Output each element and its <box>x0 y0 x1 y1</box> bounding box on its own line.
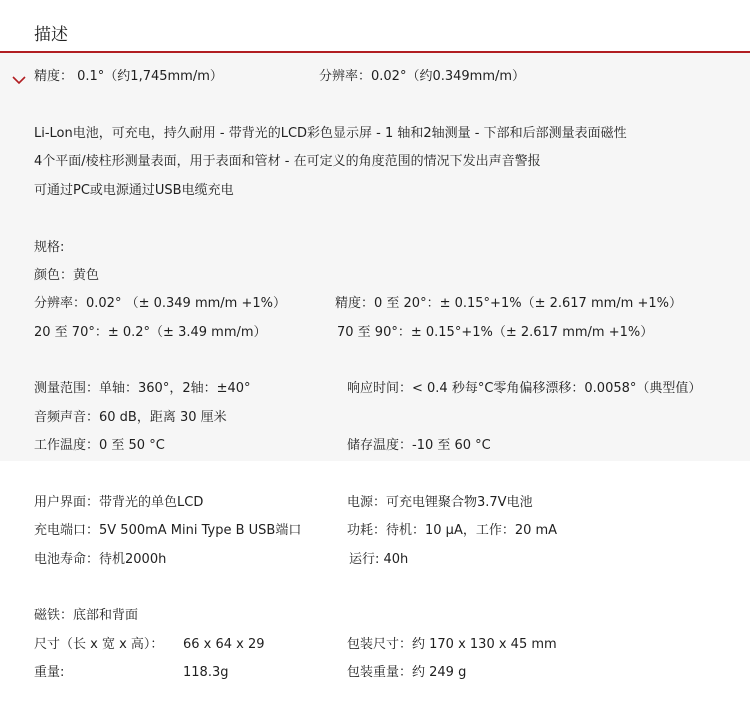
spec-charge-port: 充电端口：5V 500mA Mini Type B USB端口 <box>34 523 302 538</box>
spec-ui: 用户界面：带背光的单色LCD <box>34 495 204 510</box>
spec-power: 电源：可充电锂聚合物3.7V电池 <box>347 495 533 510</box>
spec-color: 颜色：黄色 <box>34 268 100 283</box>
spec-resolution: 分辨率：0.02° （± 0.349 mm/m +1%） <box>34 296 286 311</box>
spec-operating-temp: 工作温度：0 至 50 °C <box>34 438 165 453</box>
section-title: 描述 <box>34 25 68 45</box>
description-panel <box>0 53 750 461</box>
summary-accuracy: 精度： 0.1°（约1,745mm/m） <box>34 69 223 84</box>
spec-size-label: 尺寸（长 x 宽 x 高）： <box>34 637 164 652</box>
spec-sound: 音频声音：60 dB，距离 30 厘米 <box>34 410 227 425</box>
spec-range-20-70: 20 至 70°：± 0.2°（± 3.49 mm/m） <box>34 325 267 340</box>
feature-line: Li-Lon电池，可充电，持久耐用 - 带背光的LCD彩色显示屏 - 1 轴和2轴测量 - 下部和后部测量表面磁性 <box>34 126 627 141</box>
spec-magnets: 磁铁：底部和背面 <box>34 608 139 623</box>
spec-range-70-90: 70 至 90°：± 0.15°+1%（± 2.617 mm/m +1%） <box>337 325 654 340</box>
spec-accuracy: 精度：0 至 20°：± 0.15°+1%（± 2.617 mm/m +1%） <box>335 296 682 311</box>
spec-weight-value: 118.3g <box>183 665 229 680</box>
spec-runtime: 运行: 40h <box>349 552 409 567</box>
feature-line: 4个平面/棱柱形测量表面，用于表面和管材 - 在可定义的角度范围的情况下发出声音警报 <box>34 154 541 169</box>
chevron-down-icon[interactable] <box>12 75 26 85</box>
spec-measuring-range: 测量范围：单轴：360°，2轴：±40° <box>34 381 251 396</box>
spec-response-time: 响应时间：< 0.4 秒每°C零角偏移漂移：0.0058°（典型值） <box>347 381 702 396</box>
feature-line: 可通过PC或电源通过USB电缆充电 <box>34 183 234 198</box>
spec-size-value: 66 x 64 x 29 <box>183 637 265 652</box>
spec-package-size: 包装尺寸：约 170 x 130 x 45 mm <box>347 637 557 652</box>
spec-storage-temp: 储存温度：-10 至 60 °C <box>347 438 491 453</box>
specs-heading: 规格: <box>34 240 65 255</box>
summary-resolution: 分辨率：0.02°（约0.349mm/m） <box>319 69 526 84</box>
spec-consumption: 功耗：待机：10 µA，工作：20 mA <box>347 523 558 538</box>
spec-weight-label: 重量: <box>34 665 65 680</box>
spec-battery-life: 电池寿命：待机2000h <box>34 552 167 567</box>
description-header <box>0 0 750 52</box>
spec-package-weight: 包装重量：约 249 g <box>347 665 467 680</box>
